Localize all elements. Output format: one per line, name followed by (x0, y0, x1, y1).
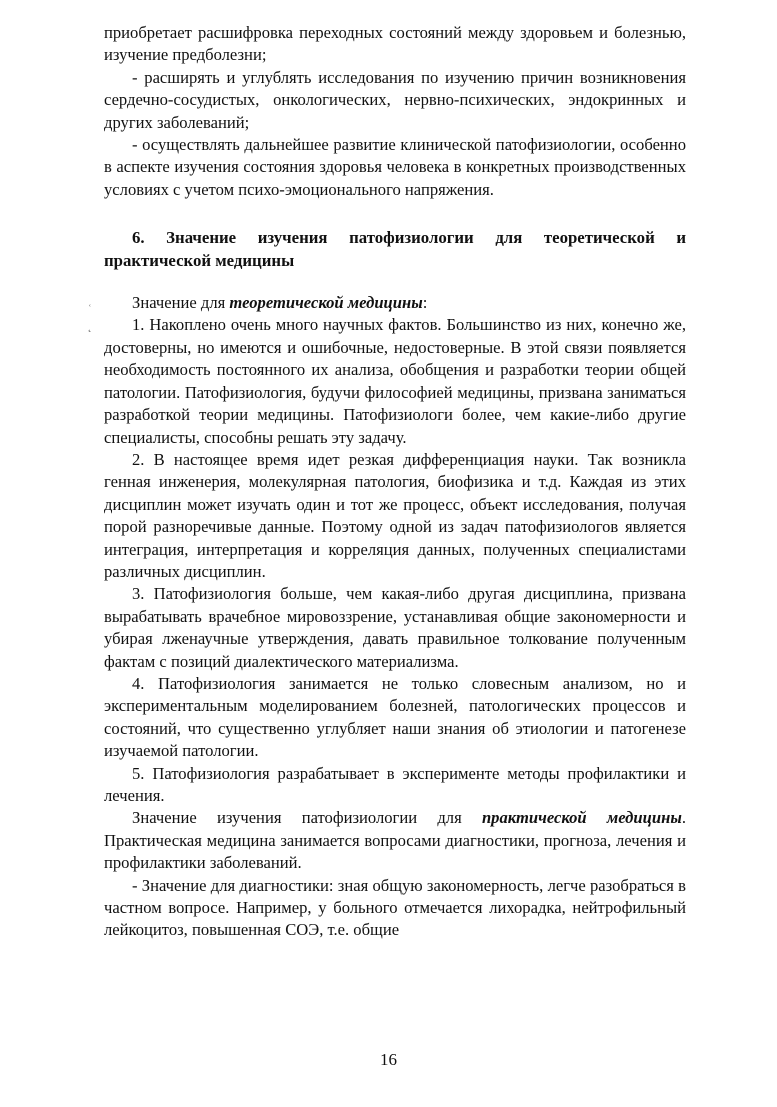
theory-item-4: 4. Патофизиология занимается не только словесным анализом, но и экспериментальным моделированием болезней, патологических процессов и состояний, что существенно углубляет наши знания об этиологии и патогенезе изучаемой патологии. (104, 673, 686, 761)
paragraph-preliminary: приобретает расшифровка переходных состояний между здоровьем и болезнью, изучение предболезни; (104, 23, 686, 65)
page-number: 16 (380, 1050, 397, 1069)
practice-intro-suffix: . Практическая медицина занимается вопросами диагностики, прогноза, лечения и профилактики заболеваний. (104, 808, 686, 873)
theory-item-5: 5. Патофизиология разрабатывает в эксперименте методы профилактики и лечения. (104, 763, 686, 805)
theory-intro-suffix: : (422, 293, 428, 313)
theory-intro-prefix: Значение для (132, 293, 230, 313)
practice-intro (104, 807, 686, 874)
paragraph-clinical-pathophysiology: - осуществлять дальнейшее развитие клинической патофизиологии, особенно в аспекте изучения состояния здоровья человека в конкретных производственных условиях с учетом психо-эмоционального напряжения. (104, 135, 686, 199)
practice-intro-emphasis: практической медицины (481, 808, 682, 828)
theory-item-1: 1. Накоплено очень много научных фактов. Большинство из них, конечно же, достоверны, но имеются и ошибочные, недостоверные. В этой связи появляется необходимость постоянного их анализа, обобщения и разработки теории общей патологии. Патофизиология, будучи философией медицины, призвана заниматься разработкой теории медицины. Патофизиологи более, чем какие-либо другие специалисты, способны решать эту задачу. (104, 315, 686, 447)
body-text (104, 22, 686, 942)
theory-intro-emphasis: теоретической медицины (229, 293, 423, 313)
theory-item-2: 2. В настоящее время идет резкая дифференциация науки. Так возникла генная инженерия, молекулярная патология, биофизика и т.д. Каждая из этих дисциплин может изучать один и тот же процесс, объект исследования, получая порой разноречивые данные. Поэтому одной из задач патофизиологов является интеграция, интерпретация и корреляция данных, полученных специалистами различных дисциплин. (104, 449, 686, 581)
practice-diagnostics: - Значение для диагностики: зная общую закономерность, легче разобраться в частном вопросе. Например, у больного отмечается лихорадка, нейтрофильный лейкоцитоз, повышенная СОЭ, т.е. общие (104, 875, 686, 940)
theory-intro (104, 292, 686, 314)
practice-intro-prefix: Значение изучения патофизиологии для (132, 808, 482, 828)
paragraph-research-causes: - расширять и углублять исследования по изучению причин возникновения сердечно-сосудистых, онкологических, нервно-психических, эндокринных и других заболеваний; (104, 67, 686, 132)
theory-item-3: 3. Патофизиология больше, чем какая-либо другая дисциплина, призвана вырабатывать врачебное мировоззрение, устанавливая общие закономерности и убирая лженаучные утверждения, давать правильное толкование полученным фактам с позиций диалектического материализма. (104, 584, 686, 671)
section-heading: 6. Значение изучения патофизиологии для теоретической и практической медицины (104, 228, 686, 270)
margin-marks: ʿ ˛ (88, 303, 92, 333)
